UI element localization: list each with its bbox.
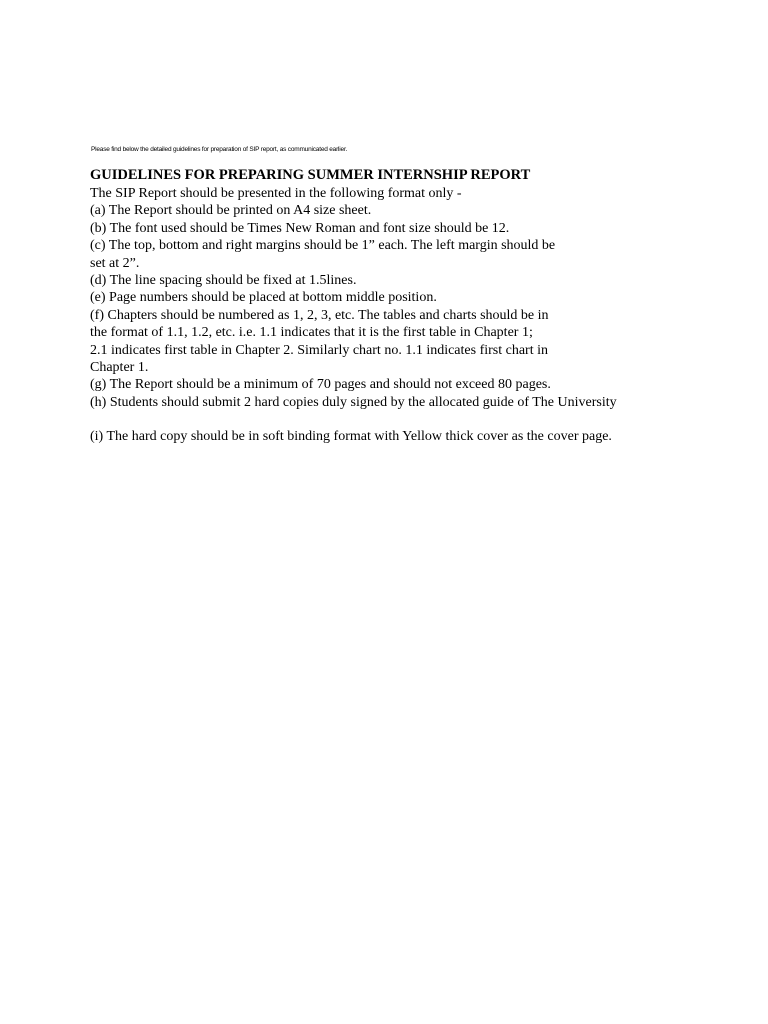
document-title: GUIDELINES FOR PREPARING SUMMER INTERNSHIP REPORT	[90, 167, 531, 183]
guideline-item-e: (e) Page numbers should be placed at bottom middle position.	[90, 290, 437, 306]
guideline-item-f-continued-3: Chapter 1.	[90, 360, 149, 376]
guideline-item-f: (f) Chapters should be numbered as 1, 2, 3, etc. The tables and charts should be in	[90, 307, 549, 323]
guideline-item-f-continued-1: the format of 1.1, 1.2, etc. i.e. 1.1 indicates that it is the first table in Chapter 1;	[90, 325, 533, 341]
guideline-item-h: (h) Students should submit 2 hard copies duly signed by the allocated guide of The University	[90, 394, 617, 410]
lead-text: The SIP Report should be presented in the following format only -	[90, 186, 462, 201]
guideline-item-g: (g) The Report should be a minimum of 70 pages and should not exceed 80 pages.	[90, 377, 551, 393]
guideline-item-a: (a) The Report should be printed on A4 size sheet.	[90, 203, 372, 219]
guideline-item-b: (b) The font used should be Times New Roman and font size should be 12.	[90, 220, 510, 236]
intro-note: Please find below the detailed guidelines for preparation of SIP report, as communicated earlier.	[91, 146, 348, 153]
guideline-item-c-continued: set at 2”.	[90, 255, 140, 271]
guidelines-body	[90, 166, 710, 446]
guideline-item-d: (d) The line spacing should be fixed at 1.5lines.	[90, 273, 357, 289]
paragraph-gap	[90, 411, 710, 428]
guideline-item-f-continued-2: 2.1 indicates first table in Chapter 2. Similarly chart no. 1.1 indicates first chart in	[90, 342, 548, 358]
guideline-item-i: (i) The hard copy should be in soft binding format with Yellow thick cover as the cover page.	[90, 429, 612, 445]
guideline-item-c: (c) The top, bottom and right margins should be 1” each. The left margin should be	[90, 238, 556, 254]
